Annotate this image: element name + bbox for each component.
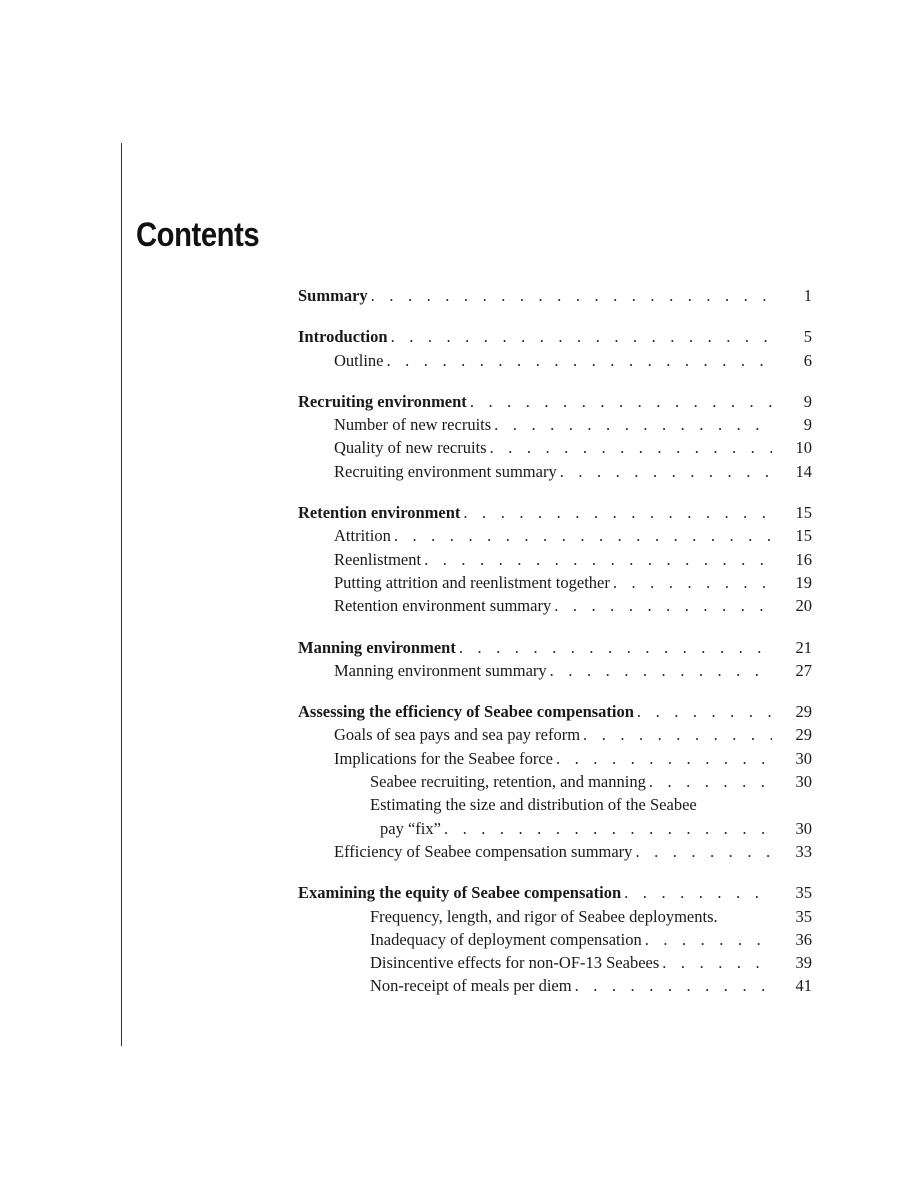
dot-leader (551, 594, 772, 617)
dot-leader (384, 349, 773, 372)
dot-leader (642, 928, 772, 951)
toc-page-number: 41 (795, 976, 812, 996)
toc-entry-title: Number of new recruits (334, 415, 492, 435)
toc-page-number: 35 (795, 883, 812, 903)
toc-page-number: 19 (795, 572, 812, 592)
dot-leader (557, 460, 772, 483)
toc-section (298, 390, 812, 483)
toc-entry[interactable] (298, 723, 812, 746)
toc-entry-title: Examining the equity of Seabee compensation (298, 883, 622, 903)
toc-entry-title: Recruiting environment (298, 391, 467, 411)
toc-entry[interactable] (298, 571, 812, 594)
dot-leader (388, 325, 772, 348)
toc-entry[interactable] (298, 905, 812, 928)
toc-entry[interactable] (298, 881, 812, 904)
dot-leader (610, 571, 772, 594)
toc-entry-title: Assessing the efficiency of Seabee compensation (298, 702, 634, 722)
toc-entry[interactable] (298, 390, 812, 413)
toc-page-number: 5 (803, 327, 812, 347)
toc-entry-title: Seabee recruiting, retention, and manning (370, 772, 646, 792)
toc-entry-title: Goals of sea pays and sea pay reform (334, 725, 581, 745)
toc-page-number: 16 (795, 549, 812, 569)
dot-leader (634, 700, 772, 723)
toc-entry-title: Estimating the size and distribution of the Seabee (370, 795, 697, 815)
toc-section (298, 700, 812, 863)
toc-entry-title: Quality of new recruits (334, 438, 487, 458)
toc-page-number: 35 (795, 906, 812, 926)
toc-page-number: 29 (795, 702, 812, 722)
toc-page-number: 15 (795, 526, 812, 546)
toc-entry-title: Putting attrition and reenlistment together (334, 572, 610, 592)
toc-section (298, 881, 812, 997)
toc-entry-title: Introduction (298, 327, 388, 347)
dot-leader (580, 723, 772, 746)
toc-page-number: 27 (795, 660, 812, 680)
toc-section (298, 284, 812, 307)
toc-entry-title: Non-receipt of meals per diem (370, 976, 572, 996)
toc-entry-title: Manning environment summary (334, 660, 547, 680)
dot-leader (491, 413, 772, 436)
dot-leader (421, 548, 772, 571)
toc-page-number: 39 (795, 953, 812, 973)
toc-section (298, 501, 812, 617)
toc-entry[interactable] (298, 636, 812, 659)
toc-entry-title: Attrition (334, 526, 391, 546)
toc-entry-title: Efficiency of Seabee compensation summary (334, 841, 633, 861)
toc-page-number: 1 (803, 286, 812, 305)
toc-entry-title: Frequency, length, and rigor of Seabee deployments. (370, 906, 718, 926)
toc-entry[interactable] (298, 659, 812, 682)
toc-page-number: 30 (795, 772, 812, 792)
toc-page-number: 29 (795, 725, 812, 745)
dot-leader (572, 974, 772, 997)
toc-page-number: 9 (803, 415, 812, 435)
toc-entry[interactable] (298, 817, 812, 840)
dot-leader (391, 524, 772, 547)
toc-entry[interactable] (298, 840, 812, 863)
toc-entry[interactable] (298, 349, 812, 372)
dot-leader (553, 747, 772, 770)
toc-page-number: 33 (795, 841, 812, 861)
dot-leader (646, 770, 772, 793)
toc-entry[interactable] (298, 460, 812, 483)
dot-leader (621, 881, 772, 904)
toc-entry-title: Retention environment (298, 503, 461, 523)
toc-page-number: 21 (795, 637, 812, 657)
dot-leader (659, 951, 772, 974)
toc-entry[interactable] (298, 413, 812, 436)
toc-page-number: 14 (795, 461, 812, 481)
toc-page-number: 9 (803, 391, 812, 411)
toc-page-number: 20 (795, 596, 812, 616)
dot-leader (547, 659, 772, 682)
dot-leader (460, 501, 772, 524)
toc-section (298, 636, 812, 683)
dot-leader (467, 390, 772, 413)
toc-entry[interactable] (298, 501, 812, 524)
toc-entry[interactable] (298, 284, 812, 307)
toc-entry[interactable] (298, 594, 812, 617)
toc-entry-title: Retention environment summary (334, 596, 552, 616)
toc-page-number: 6 (803, 350, 812, 370)
toc-entry[interactable] (298, 951, 812, 974)
toc-entry[interactable] (298, 325, 812, 348)
toc-entry-title: pay “fix” (380, 818, 441, 838)
toc-entry-title: Reenlistment (334, 549, 422, 569)
toc-entry-title: Disincentive effects for non-OF-13 Seabees (370, 953, 660, 973)
toc-entry-title: Outline (334, 350, 384, 370)
toc-page-number: 36 (795, 929, 812, 949)
toc-page-number: 30 (795, 748, 812, 768)
toc-entry[interactable] (298, 747, 812, 770)
dot-leader (456, 636, 772, 659)
toc-entry[interactable] (298, 548, 812, 571)
dot-leader (368, 284, 772, 307)
toc-entry[interactable] (298, 793, 812, 816)
toc-page-number: 15 (795, 503, 812, 523)
toc-entry[interactable] (298, 928, 812, 951)
dot-leader (441, 817, 772, 840)
margin-rule (121, 143, 122, 1046)
toc-entry[interactable] (298, 974, 812, 997)
toc-entry[interactable] (298, 524, 812, 547)
toc-entry[interactable] (298, 436, 812, 459)
toc-entry[interactable] (298, 700, 812, 723)
toc-entry-title: Manning environment (298, 637, 456, 657)
table-of-contents (298, 284, 812, 1016)
toc-entry-title: Summary (298, 286, 368, 305)
toc-page-number: 10 (795, 438, 812, 458)
toc-entry[interactable] (298, 770, 812, 793)
toc-entry-title: Recruiting environment summary (334, 461, 557, 481)
toc-entry-title: Inadequacy of deployment compensation (370, 929, 642, 949)
page-title: Contents (136, 216, 260, 254)
toc-entry-title: Implications for the Seabee force (334, 748, 553, 768)
toc-page-number: 30 (795, 818, 812, 838)
dot-leader (487, 436, 772, 459)
toc-section (298, 325, 812, 372)
dot-leader (632, 840, 772, 863)
